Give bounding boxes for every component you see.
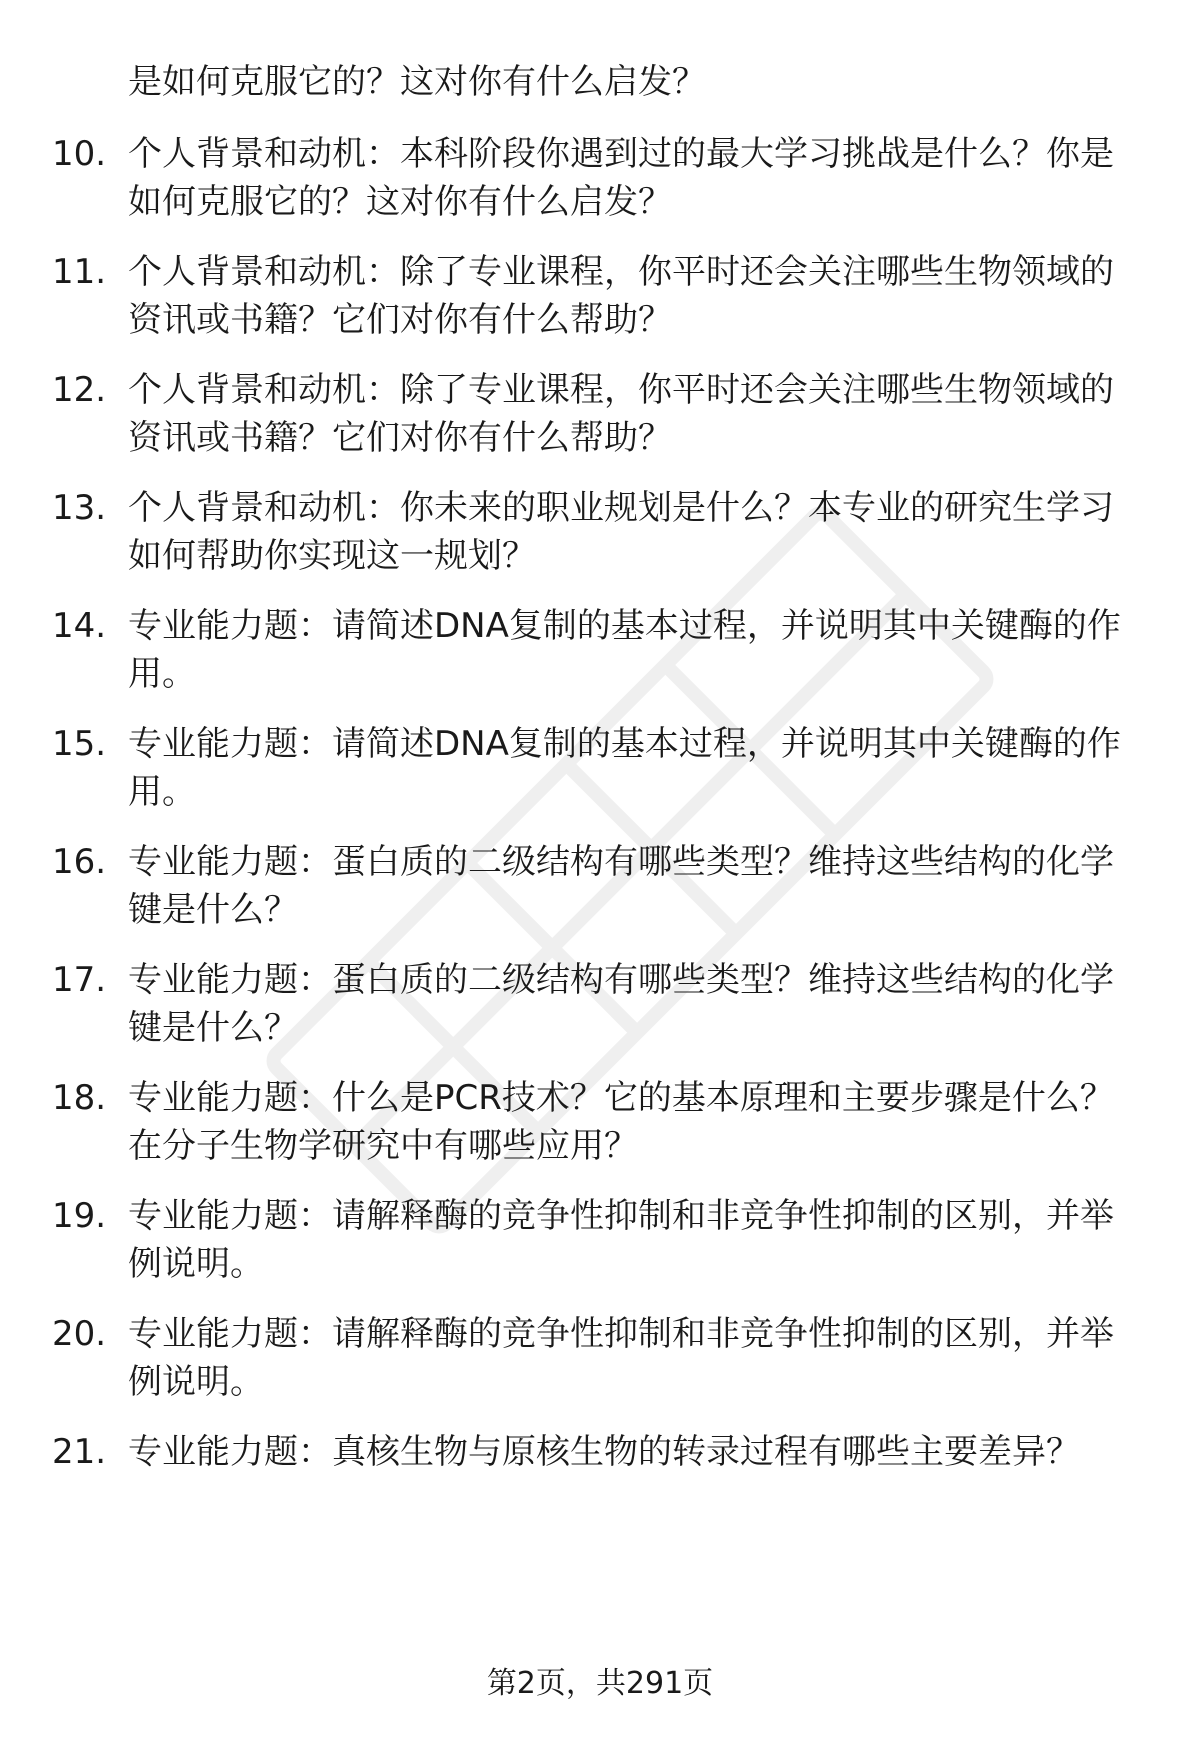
item-number: 21. — [52, 1432, 107, 1472]
item-text: 专业能力题：请简述DNA复制的基本过程，并说明其中关键酶的作用。 — [128, 606, 1121, 694]
item-number: 19. — [52, 1196, 107, 1236]
item-text: 专业能力题：请解释酶的竞争性抑制和非竞争性抑制的区别，并举例说明。 — [128, 1314, 1114, 1402]
item-number: 13. — [52, 488, 107, 528]
continuation-text: 是如何克服它的？这对你有什么启发？ — [128, 62, 706, 102]
page-footer: 第2页，共291页 — [486, 1666, 714, 1701]
item-number: 10. — [52, 134, 107, 174]
item-number: 17. — [52, 960, 107, 1000]
item-text: 专业能力题：请简述DNA复制的基本过程，并说明其中关键酶的作用。 — [128, 724, 1121, 812]
item-text: 专业能力题：真核生物与原核生物的转录过程有哪些主要差异？ — [128, 1432, 1080, 1472]
item-number: 20. — [52, 1314, 107, 1354]
item-text: 个人背景和动机：除了专业课程，你平时还会关注哪些生物领域的资讯或书籍？它们对你有什么帮助？ — [128, 252, 1114, 340]
item-text: 个人背景和动机：除了专业课程，你平时还会关注哪些生物领域的资讯或书籍？它们对你有什么帮助？ — [128, 370, 1114, 458]
item-text: 专业能力题：蛋白质的二级结构有哪些类型？维持这些结构的化学键是什么？ — [128, 960, 1114, 1048]
item-text: 专业能力题：蛋白质的二级结构有哪些类型？维持这些结构的化学键是什么？ — [128, 842, 1114, 930]
item-text: 专业能力题：什么是PCR技术？它的基本原理和主要步骤是什么？在分子生物学研究中有哪些应用？ — [128, 1078, 1114, 1166]
item-number: 16. — [52, 842, 107, 882]
item-number: 18. — [52, 1078, 107, 1118]
item-text: 专业能力题：请解释酶的竞争性抑制和非竞争性抑制的区别，并举例说明。 — [128, 1196, 1114, 1284]
item-number: 12. — [52, 370, 107, 410]
item-text: 个人背景和动机：你未来的职业规划是什么？本专业的研究生学习如何帮助你实现这一规划？ — [128, 488, 1114, 576]
item-number: 15. — [52, 724, 107, 764]
item-number: 14. — [52, 606, 107, 646]
item-number: 11. — [52, 252, 107, 292]
item-text: 个人背景和动机：本科阶段你遇到过的最大学习挑战是什么？你是如何克服它的？这对你有什么启发？ — [128, 134, 1114, 222]
